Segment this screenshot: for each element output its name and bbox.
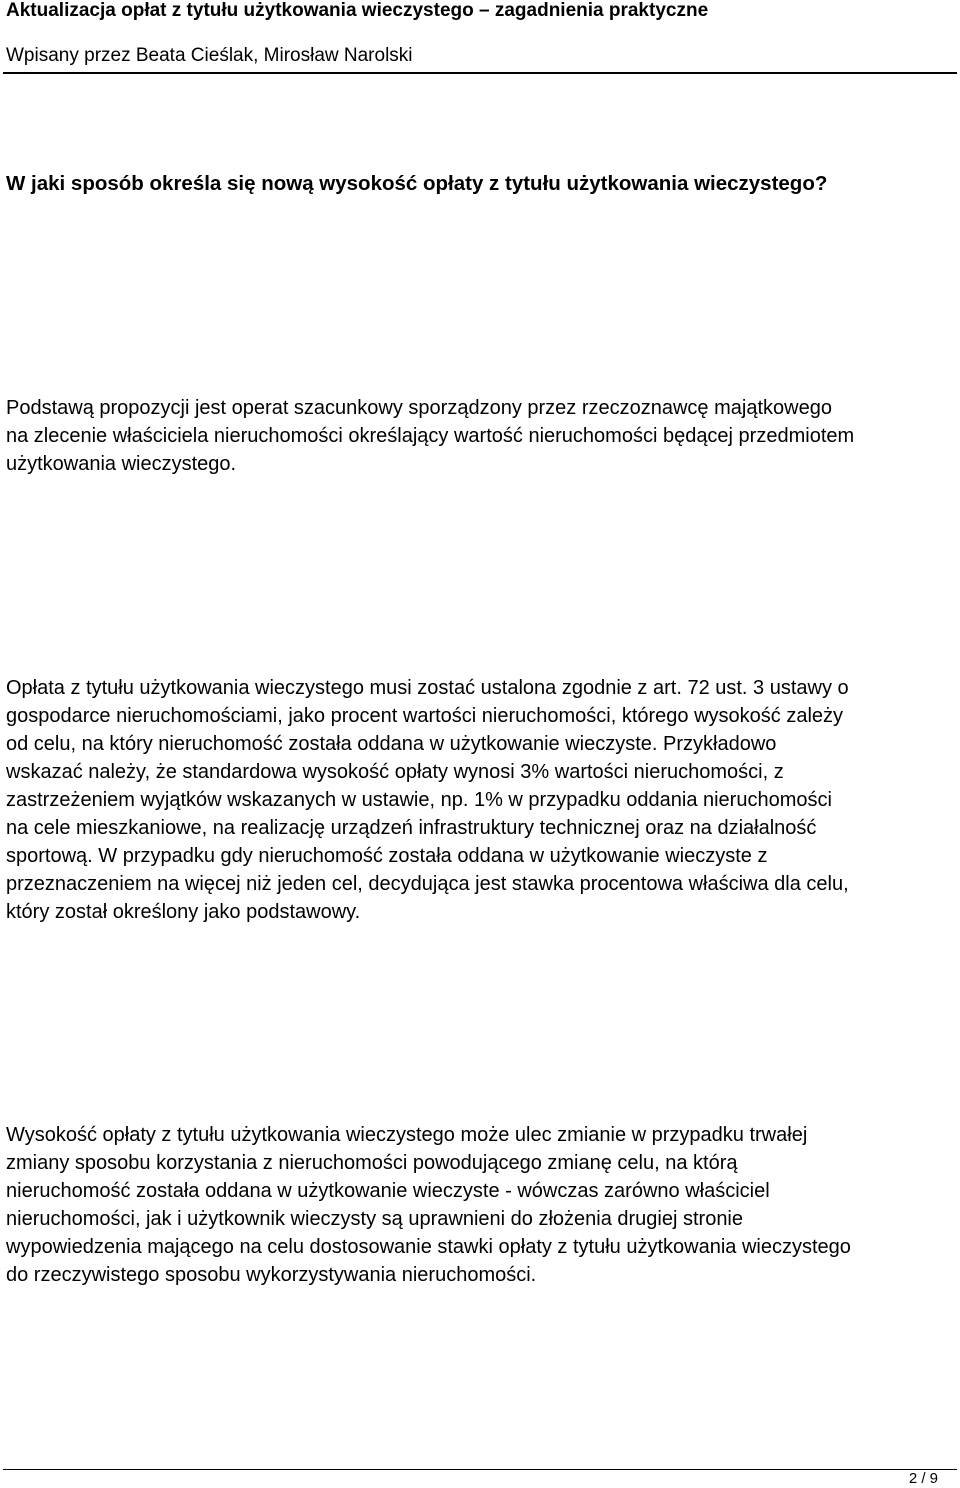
section-question: W jaki sposób określa się nową wysokość opłaty z tytułu użytkowania wieczystego? <box>6 172 828 195</box>
paragraph-line: przeznaczeniem na więcej niż jeden cel, decydująca jest stawka procentowa właściwa dla celu, <box>6 873 849 895</box>
page-number: 2 / 9 <box>908 1470 938 1487</box>
paragraph-line: zmiany sposobu korzystania z nieruchomości powodującego zmianę celu, na którą <box>6 1152 738 1174</box>
paragraph-line: użytkowania wieczystego. <box>6 453 237 475</box>
paragraph-line: na cele mieszkaniowe, na realizację urządzeń infrastruktury technicznej oraz na działalność <box>6 817 817 839</box>
paragraph-line: wskazać należy, że standardowa wysokość opłaty wynosi 3% wartości nieruchomości, z <box>6 761 784 783</box>
paragraph-line: nieruchomości, jak i użytkownik wieczysty są uprawnieni do złożenia drugiej stronie <box>6 1208 744 1230</box>
document-author: Wpisany przez Beata Cieślak, Mirosław Narolski <box>6 45 413 66</box>
header-divider <box>3 72 957 74</box>
paragraph-line: gospodarce nieruchomościami, jako procent wartości nieruchomości, którego wysokość zależy <box>6 705 844 727</box>
paragraph-line: zastrzeżeniem wyjątków wskazanych w ustawie, np. 1% w przypadku oddania nieruchomości <box>6 789 832 811</box>
paragraph-1 <box>6 394 956 478</box>
paragraph-line: nieruchomość została oddana w użytkowanie wieczyste - wówczas zarówno właściciel <box>6 1180 770 1202</box>
paragraph-3 <box>6 1121 956 1289</box>
paragraph-line: który został określony jako podstawowy. <box>6 901 361 923</box>
paragraph-line: Opłata z tytułu użytkowania wieczystego musi zostać ustalona zgodnie z art. 72 ust. 3 ustawy o <box>6 677 849 699</box>
document-title: Aktualizacja opłat z tytułu użytkowania wieczystego – zagadnienia praktyczne <box>6 0 709 21</box>
paragraph-line: od celu, na który nieruchomość została oddana w użytkowanie wieczyste. Przykładowo <box>6 733 777 755</box>
paragraph-line: do rzeczywistego sposobu wykorzystywania nieruchomości. <box>6 1264 537 1286</box>
paragraph-2 <box>6 674 956 926</box>
footer-divider <box>3 1469 957 1470</box>
paragraph-line: wypowiedzenia mającego na celu dostosowanie stawki opłaty z tytułu użytkowania wieczystego <box>6 1236 851 1258</box>
paragraph-line: Wysokość opłaty z tytułu użytkowania wieczystego może ulec zmianie w przypadku trwałej <box>6 1124 808 1146</box>
paragraph-line: na zlecenie właściciela nieruchomości określający wartość nieruchomości będącej przedmiotem <box>6 425 855 447</box>
paragraph-line: Podstawą propozycji jest operat szacunkowy sporządzony przez rzeczoznawcę majątkowego <box>6 397 832 419</box>
paragraph-line: sportową. W przypadku gdy nieruchomość została oddana w użytkowanie wieczyste z <box>6 845 768 867</box>
